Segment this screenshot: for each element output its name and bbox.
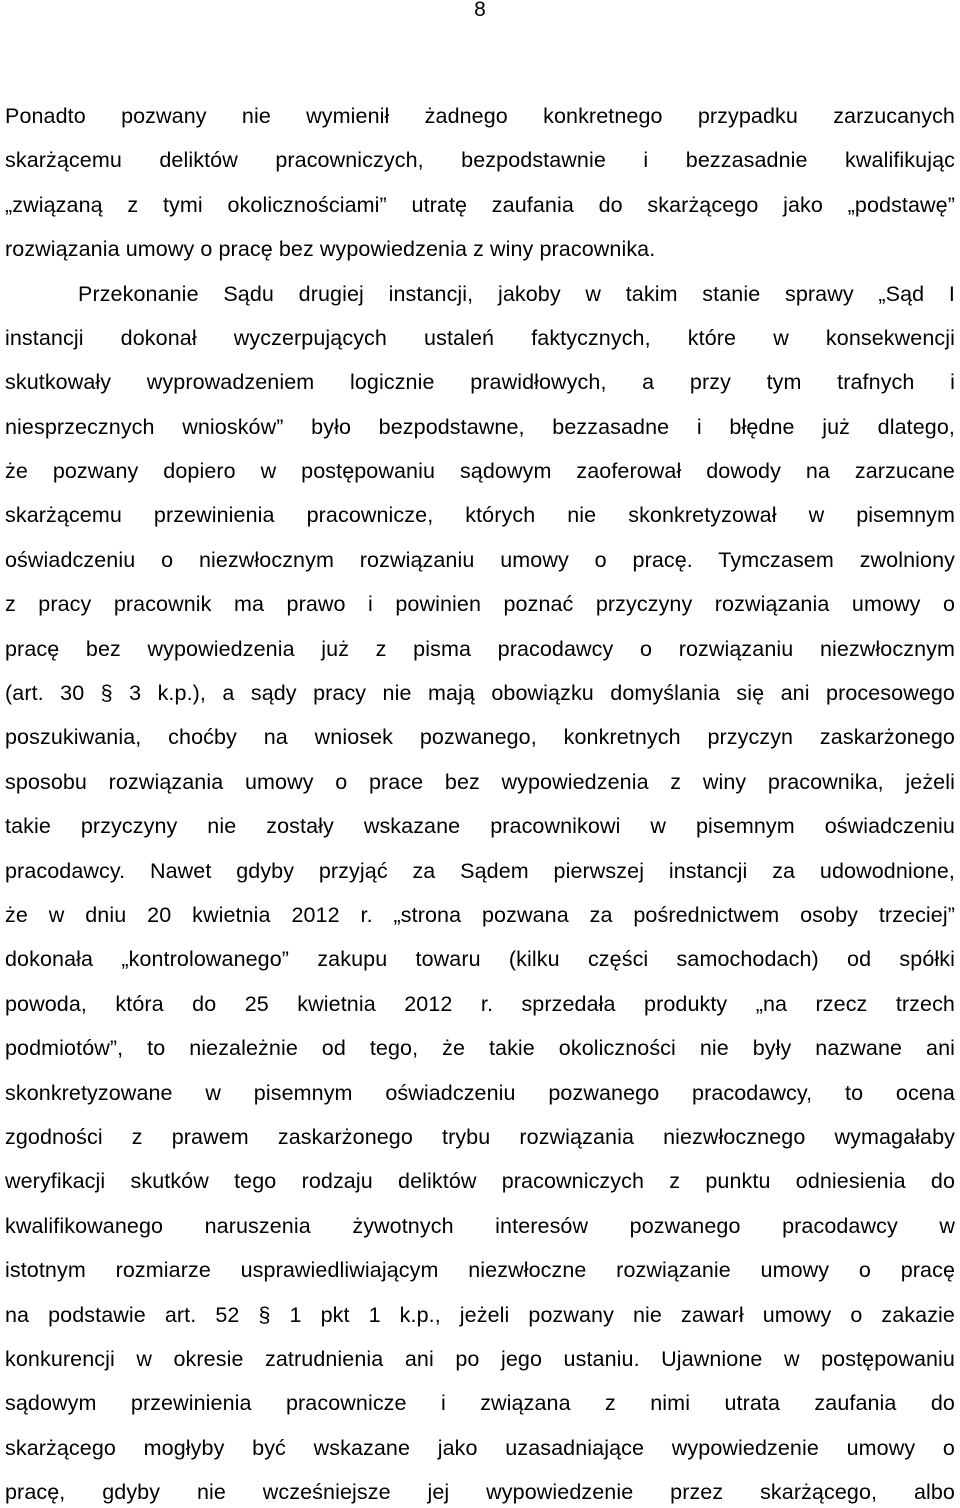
text-line: skarżącego mogłyby być wskazane jako uzasadniające wypowiedzenie umowy o [5,1436,955,1460]
text-line: skonkretyzowane w pisemnym oświadczeniu pozwanego pracodawcy, to ocena [5,1081,955,1105]
text-line: dokonała „kontrolowanego” zakupu towaru (kilku części samochodach) od spółki [5,947,955,971]
page-number: 8 [474,0,486,21]
text-line: pracę, gdyby nie wcześniejsze jej wypowiedzenie przez skarżącego, albo [5,1480,955,1504]
text-line: kwalifikowanego naruszenia żywotnych interesów pozwanego pracodawcy w [5,1214,955,1238]
text-line: pracodawcy. Nawet gdyby przyjąć za Sądem pierwszej instancji za udowodnione, [5,859,955,883]
text-line: sposobu rozwiązania umowy o prace bez wypowiedzenia z winy pracownika, jeżeli [5,770,955,794]
text-line: skutkowały wyprowadzeniem logicznie prawidłowych, a przy tym trafnych i [5,370,955,394]
text-line: Przekonanie Sądu drugiej instancji, jakoby w takim stanie sprawy „Sąd I [78,282,955,306]
text-line: rozwiązania umowy o pracę bez wypowiedzenia z winy pracownika. [5,237,656,261]
text-line: na podstawie art. 52 § 1 pkt 1 k.p., jeżeli pozwany nie zawarł umowy o zakazie [5,1303,955,1327]
text-line: że pozwany dopiero w postępowaniu sądowym zaoferował dowody na zarzucane [5,459,955,483]
text-line: pracę bez wypowiedzenia już z pisma pracodawcy o rozwiązaniu niezwłocznym [5,637,955,661]
text-line: istotnym rozmiarze usprawiedliwiającym niezwłoczne rozwiązanie umowy o pracę [5,1258,955,1282]
text-line: oświadczeniu o niezwłocznym rozwiązaniu umowy o pracę. Tymczasem zwolniony [5,548,955,572]
text-line: takie przyczyny nie zostały wskazane pracownikowi w pisemnym oświadczeniu [5,814,955,838]
text-line: sądowym przewinienia pracownicze i związana z nimi utrata zaufania do [5,1391,955,1415]
text-line: skarżącemu przewinienia pracownicze, których nie skonkretyzował w pisemnym [5,503,955,527]
text-line: weryfikacji skutków tego rodzaju deliktów pracowniczych z punktu odniesienia do [5,1169,955,1193]
text-line: „związaną z tymi okolicznościami” utratę zaufania do skarżącego jako „podstawę” [5,193,955,217]
text-line: instancji dokonał wyczerpujących ustaleń faktycznych, które w konsekwencji [5,326,955,350]
text-line: skarżącemu deliktów pracowniczych, bezpodstawnie i bezzasadnie kwalifikując [5,148,955,172]
text-line: poszukiwania, choćby na wniosek pozwanego, konkretnych przyczyn zaskarżonego [5,725,955,749]
text-line: zgodności z prawem zaskarżonego trybu rozwiązania niezwłocznego wymagałaby [5,1125,955,1149]
text-line: Ponadto pozwany nie wymienił żadnego konkretnego przypadku zarzucanych [5,104,955,128]
text-line: powoda, która do 25 kwietnia 2012 r. sprzedała produkty „na rzecz trzech [5,992,955,1016]
text-line: (art. 30 § 3 k.p.), a sądy pracy nie mają obowiązku domyślania się ani procesowego [5,681,955,705]
text-line: z pracy pracownik ma prawo i powinien poznać przyczyny rozwiązania umowy o [5,592,955,616]
text-line: że w dniu 20 kwietnia 2012 r. „strona pozwana za pośrednictwem osoby trzeciej” [5,903,955,927]
text-line: niesprzecznych wniosków” było bezpodstawne, bezzasadne i błędne już dlatego, [5,415,955,439]
text-line: konkurencji w okresie zatrudnienia ani po jego ustaniu. Ujawnione w postępowaniu [5,1347,955,1371]
text-line: podmiotów”, to niezależnie od tego, że takie okoliczności nie były nazwane ani [5,1036,955,1060]
